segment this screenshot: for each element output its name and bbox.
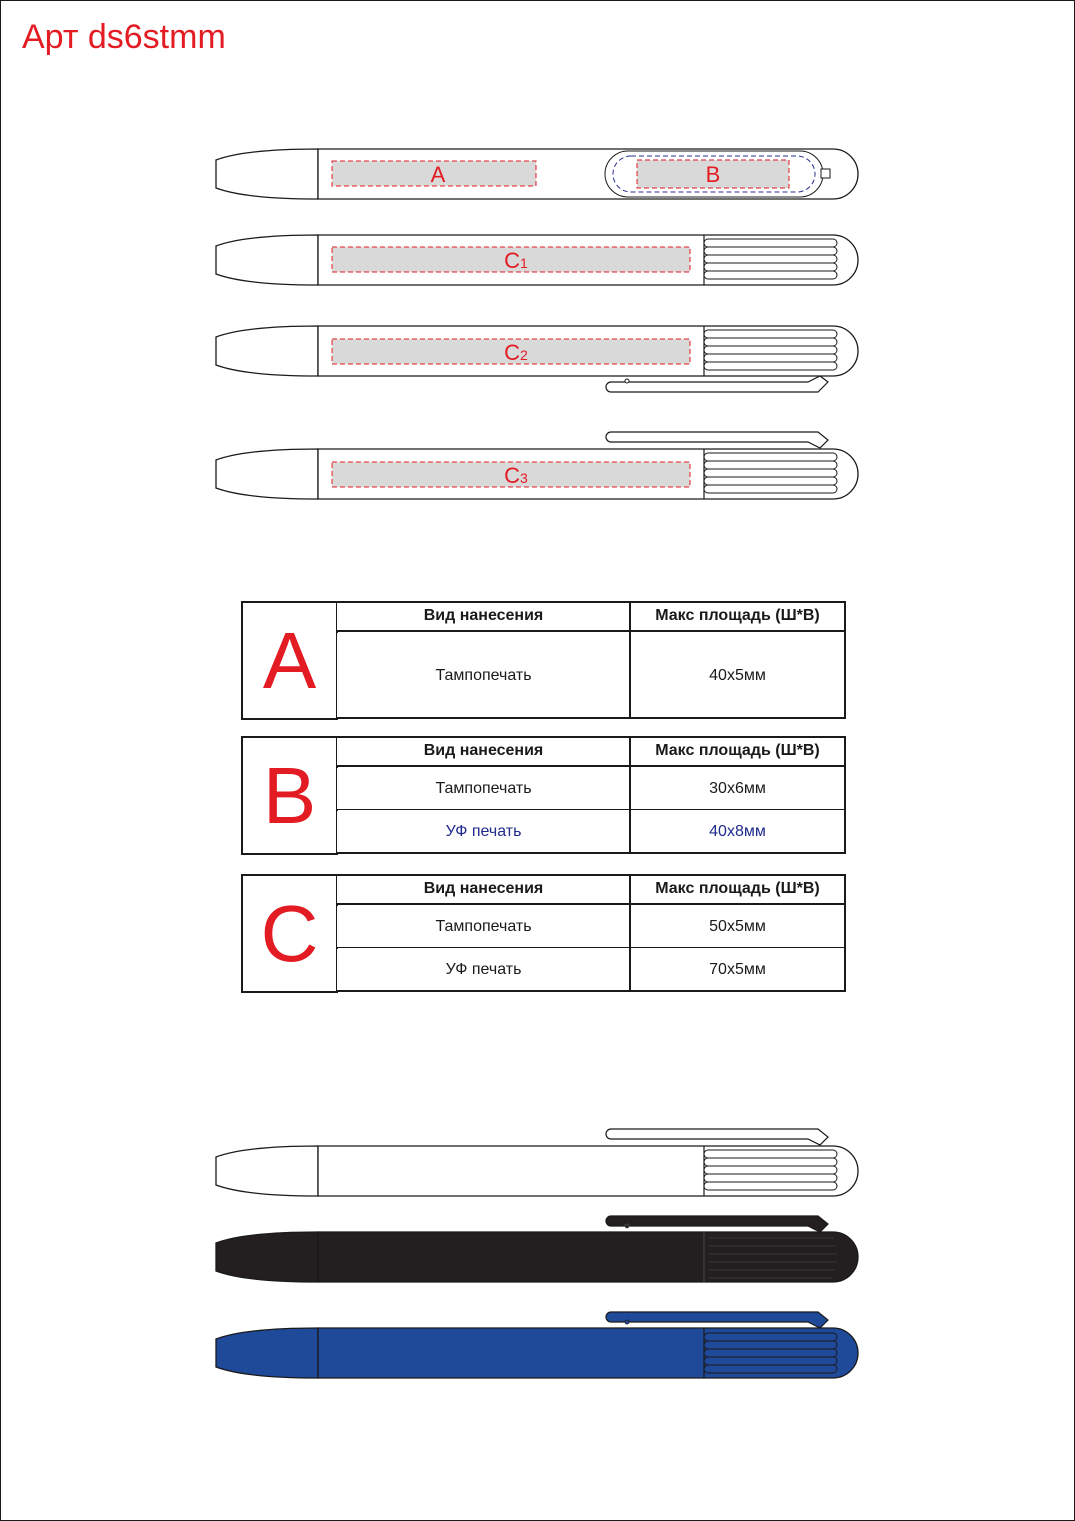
table-b-header-area: Макс площадь (Ш*В) bbox=[630, 737, 845, 765]
table-c-row2-area: 70x5мм bbox=[630, 949, 845, 990]
table-b-border-top bbox=[337, 736, 846, 738]
table-c-col-divider bbox=[629, 874, 631, 992]
table-a-letter: A bbox=[241, 601, 338, 720]
table-c-border-right bbox=[844, 874, 846, 992]
pen-blue bbox=[216, 1312, 858, 1378]
table-b-row2-method: УФ печать bbox=[337, 811, 630, 852]
pen-1 bbox=[216, 149, 858, 199]
table-b-row2-area: 40x8мм bbox=[630, 811, 845, 852]
table-a-row1-method: Тампопечать bbox=[337, 633, 630, 718]
table-c-header-divider bbox=[337, 903, 846, 905]
table-a-col-divider bbox=[629, 601, 631, 719]
table-a-row1-area: 40x5мм bbox=[630, 633, 845, 718]
table-c-row-divider bbox=[337, 947, 846, 948]
zone-c1-label: C1 bbox=[504, 248, 528, 273]
table-c-border-top bbox=[337, 874, 846, 876]
pen-white bbox=[216, 1129, 858, 1196]
table-b-row1-area: 30x6мм bbox=[630, 768, 845, 809]
table-a-header-area: Макс площадь (Ш*В) bbox=[630, 602, 845, 630]
zone-b-label: B bbox=[705, 162, 721, 187]
pen-3 bbox=[216, 326, 858, 392]
table-a-border-bottom bbox=[337, 717, 846, 719]
table-b-border-right bbox=[844, 736, 846, 854]
pen-4 bbox=[216, 432, 858, 499]
table-c-row1-area: 50x5мм bbox=[630, 906, 845, 947]
table-a-border-top bbox=[337, 601, 846, 603]
zone-c2-label: C2 bbox=[504, 340, 528, 365]
table-c-row1-method: Тампопечать bbox=[337, 906, 630, 947]
pen-2 bbox=[216, 235, 858, 285]
page-title: Арт ds6stmm bbox=[22, 18, 226, 56]
table-c-header-method: Вид нанесения bbox=[337, 875, 630, 903]
table-a-border-right bbox=[844, 601, 846, 719]
zone-c3-sub: 3 bbox=[520, 470, 528, 486]
table-c-letter: C bbox=[241, 874, 338, 993]
zone-c3-label: C3 bbox=[504, 463, 528, 488]
table-b-border-bottom bbox=[337, 852, 846, 854]
table-b-header-method: Вид нанесения bbox=[337, 737, 630, 765]
table-b-col-divider bbox=[629, 736, 631, 854]
table-c-header-area: Макс площадь (Ш*В) bbox=[630, 875, 845, 903]
table-b-row-divider bbox=[337, 809, 846, 810]
table-a-header-method: Вид нанесения bbox=[337, 602, 630, 630]
table-b-header-divider bbox=[337, 765, 846, 767]
table-b-letter: B bbox=[241, 736, 338, 855]
pen-black bbox=[216, 1216, 858, 1282]
table-b-row1-method: Тампопечать bbox=[337, 768, 630, 809]
zone-c2-sub: 2 bbox=[520, 347, 528, 363]
zone-c1-sub: 1 bbox=[520, 255, 528, 271]
table-c-border-bottom bbox=[337, 990, 846, 992]
table-a-header-divider bbox=[337, 630, 846, 632]
table-c-row2-method: УФ печать bbox=[337, 949, 630, 990]
zone-a-label: A bbox=[430, 162, 446, 187]
